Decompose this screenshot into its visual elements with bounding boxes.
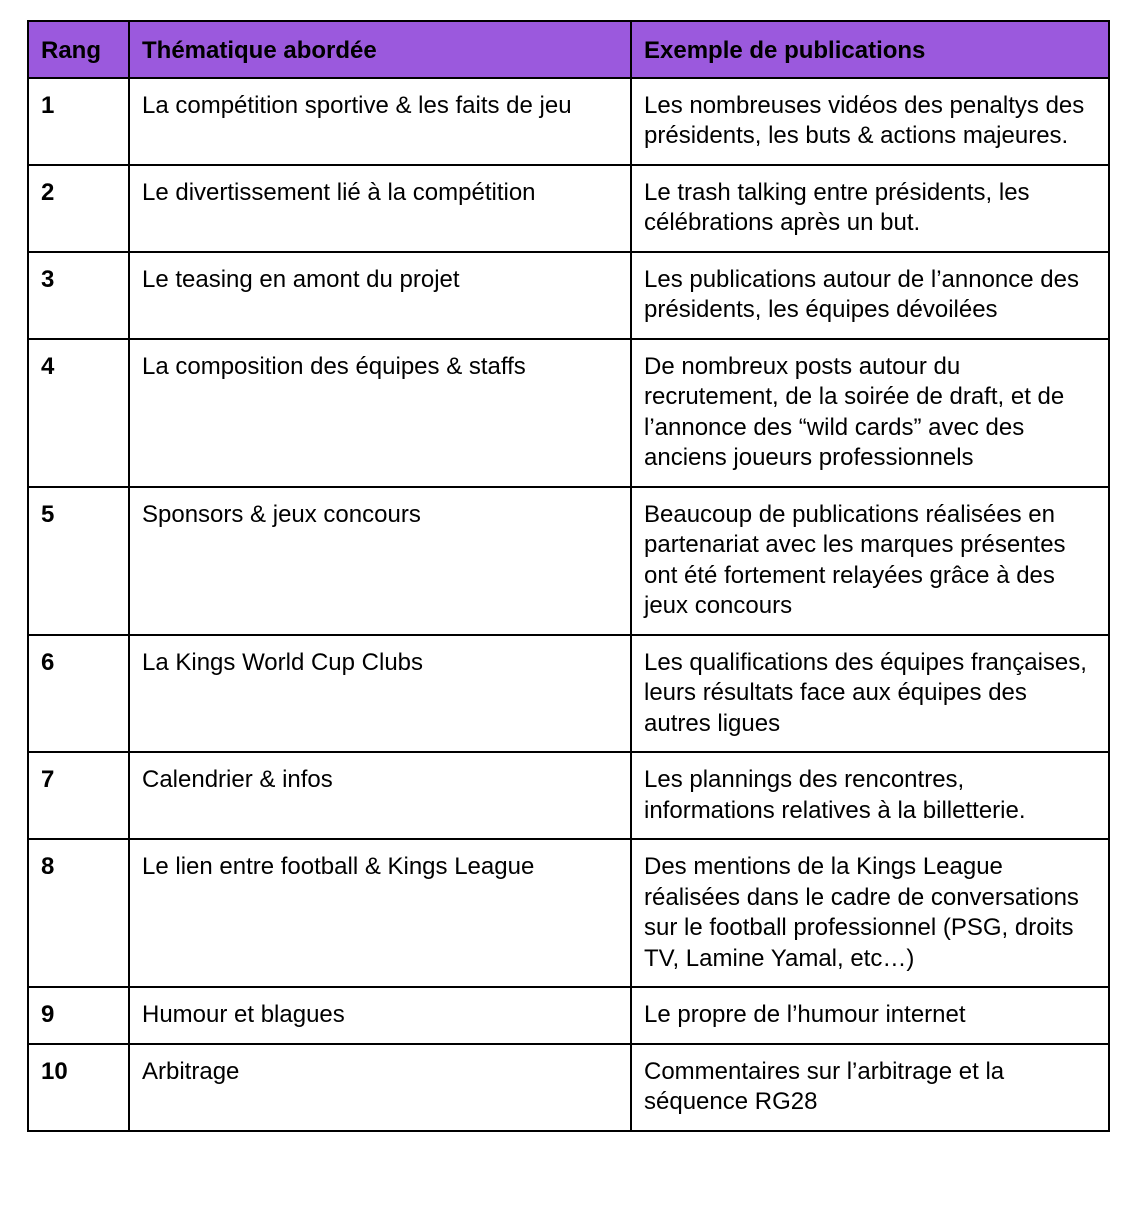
theme-cell: Calendrier & infos (129, 752, 631, 839)
table-row (28, 487, 1109, 635)
theme-cell: Le lien entre football & Kings League (129, 839, 631, 987)
example-cell: Le propre de l’humour internet (631, 987, 1109, 1044)
table-row (28, 635, 1109, 753)
table-row (28, 165, 1109, 252)
rank-cell: 5 (28, 487, 129, 635)
table-row (28, 339, 1109, 487)
example-cell: De nombreux posts autour du recrutement, de la soirée de draft, et de l’annonce des “wild cards” avec des anciens joueurs professionnels (631, 339, 1109, 487)
example-cell: Les publications autour de l’annonce des présidents, les équipes dévoilées (631, 252, 1109, 339)
table-row (28, 252, 1109, 339)
theme-cell: La compétition sportive & les faits de jeu (129, 78, 631, 165)
header-rank: Rang (28, 21, 129, 78)
rank-cell: 10 (28, 1044, 129, 1131)
table-row (28, 987, 1109, 1044)
theme-cell: La composition des équipes & staffs (129, 339, 631, 487)
rank-cell: 8 (28, 839, 129, 987)
rank-cell: 4 (28, 339, 129, 487)
example-cell: Commentaires sur l’arbitrage et la séquence RG28 (631, 1044, 1109, 1131)
table-row (28, 1044, 1109, 1131)
header-example: Exemple de publications (631, 21, 1109, 78)
table-header-row (28, 21, 1109, 78)
example-cell: Des mentions de la Kings League réalisées dans le cadre de conversations sur le football professionnel (PSG, droits TV, Lamine Yamal, etc…) (631, 839, 1109, 987)
theme-cell: Le divertissement lié à la compétition (129, 165, 631, 252)
table-row (28, 78, 1109, 165)
theme-cell: Humour et blagues (129, 987, 631, 1044)
example-cell: Les qualifications des équipes françaises, leurs résultats face aux équipes des autres ligues (631, 635, 1109, 753)
example-cell: Beaucoup de publications réalisées en partenariat avec les marques présentes ont été fortement relayées grâce à des jeux concours (631, 487, 1109, 635)
theme-cell: Sponsors & jeux concours (129, 487, 631, 635)
example-cell: Les plannings des rencontres, informations relatives à la billetterie. (631, 752, 1109, 839)
rank-cell: 9 (28, 987, 129, 1044)
header-theme: Thématique abordée (129, 21, 631, 78)
example-cell: Le trash talking entre présidents, les célébrations après un but. (631, 165, 1109, 252)
themes-table (27, 20, 1110, 1132)
rank-cell: 1 (28, 78, 129, 165)
example-cell: Les nombreuses vidéos des penaltys des présidents, les buts & actions majeures. (631, 78, 1109, 165)
theme-cell: La Kings World Cup Clubs (129, 635, 631, 753)
rank-cell: 3 (28, 252, 129, 339)
rank-cell: 7 (28, 752, 129, 839)
rank-cell: 2 (28, 165, 129, 252)
table-row (28, 839, 1109, 987)
table-row (28, 752, 1109, 839)
theme-cell: Arbitrage (129, 1044, 631, 1131)
rank-cell: 6 (28, 635, 129, 753)
theme-cell: Le teasing en amont du projet (129, 252, 631, 339)
